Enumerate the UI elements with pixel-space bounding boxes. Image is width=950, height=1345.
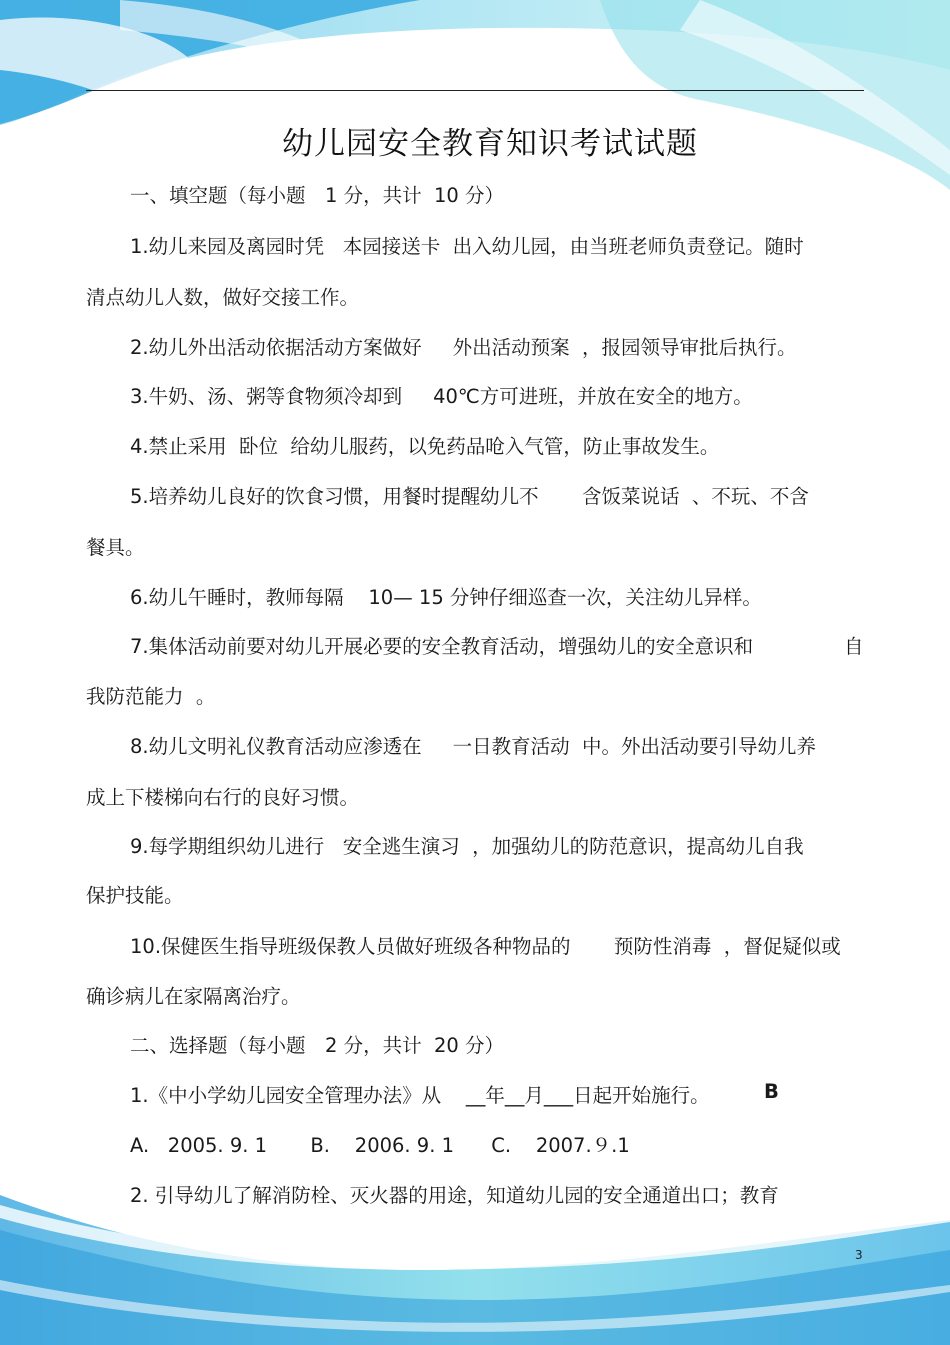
question-line: 2. 引导幼儿了解消防栓、灭火器的用途，知道幼儿园的安全通道出口；教育 (130, 1184, 779, 1207)
question-line: 4.禁止采用 卧位 给幼儿服药，以免药品呛入气管，防止事故发生。 (130, 435, 720, 458)
question-line: 8.幼儿文明礼仪教育活动应渗透在 一日教育活动 中。外出活动要引导幼儿养 (130, 735, 816, 758)
page-title: 幼儿园安全教育知识考试试题 (282, 126, 698, 162)
section-heading-choice: 二、选择题（每小题 2 分，共计 20 分） (130, 1034, 505, 1057)
question-line: 1.《中小学幼儿园安全管理办法》从 __年__月___日起开始施行。 (130, 1084, 710, 1107)
question-line: 5.培养幼儿良好的饮食习惯，用餐时提醒幼儿不 含饭菜说话 、不玩、不含 (130, 485, 809, 508)
question-line: 7.集体活动前要对幼儿开展必要的安全教育活动，增强幼儿的安全意识和 (130, 635, 754, 658)
question-line: 9.每学期组织幼儿进行 安全逃生演习 ，加强幼儿的防范意识，提高幼儿自我 (130, 835, 804, 858)
page-number: 3 (855, 1248, 863, 1262)
question-line: 我防范能力 。 (86, 685, 216, 708)
question-line: 餐具。 (86, 536, 145, 559)
answer-mark: B (764, 1080, 779, 1103)
question-line: 保护技能。 (86, 884, 184, 907)
question-line: 2.幼儿外出活动依据活动方案做好 外出活动预案 ，报园领导审批后执行。 (130, 336, 797, 359)
question-line: 确诊病儿在家隔离治疗。 (86, 985, 301, 1008)
question-line: 成上下楼梯向右行的良好习惯。 (86, 786, 360, 809)
question-line: 3.牛奶、汤、粥等食物须冷却到 40℃方可进班，并放在安全的地方。 (130, 385, 753, 408)
header-rule (86, 90, 864, 91)
choice-options: A. 2005. 9. 1 B. 2006. 9. 1 C. 2007.９.1 (130, 1134, 630, 1157)
question-line: 6.幼儿午睡时，教师每隔 10— 15 分钟仔细巡查一次，关注幼儿异样。 (130, 586, 762, 609)
question-line: 清点幼儿人数，做好交接工作。 (86, 286, 360, 309)
section-heading-fill-in: 一、填空题（每小题 1 分，共计 10 分） (130, 184, 505, 207)
question-line-tail: 自 (844, 635, 864, 658)
question-line: 10.保健医生指导班级保教人员做好班级各种物品的 预防性消毒 ，督促疑似或 (130, 935, 841, 958)
question-line: 1.幼儿来园及离园时凭 本园接送卡 出入幼儿园，由当班老师负责登记。随时 (130, 235, 804, 258)
